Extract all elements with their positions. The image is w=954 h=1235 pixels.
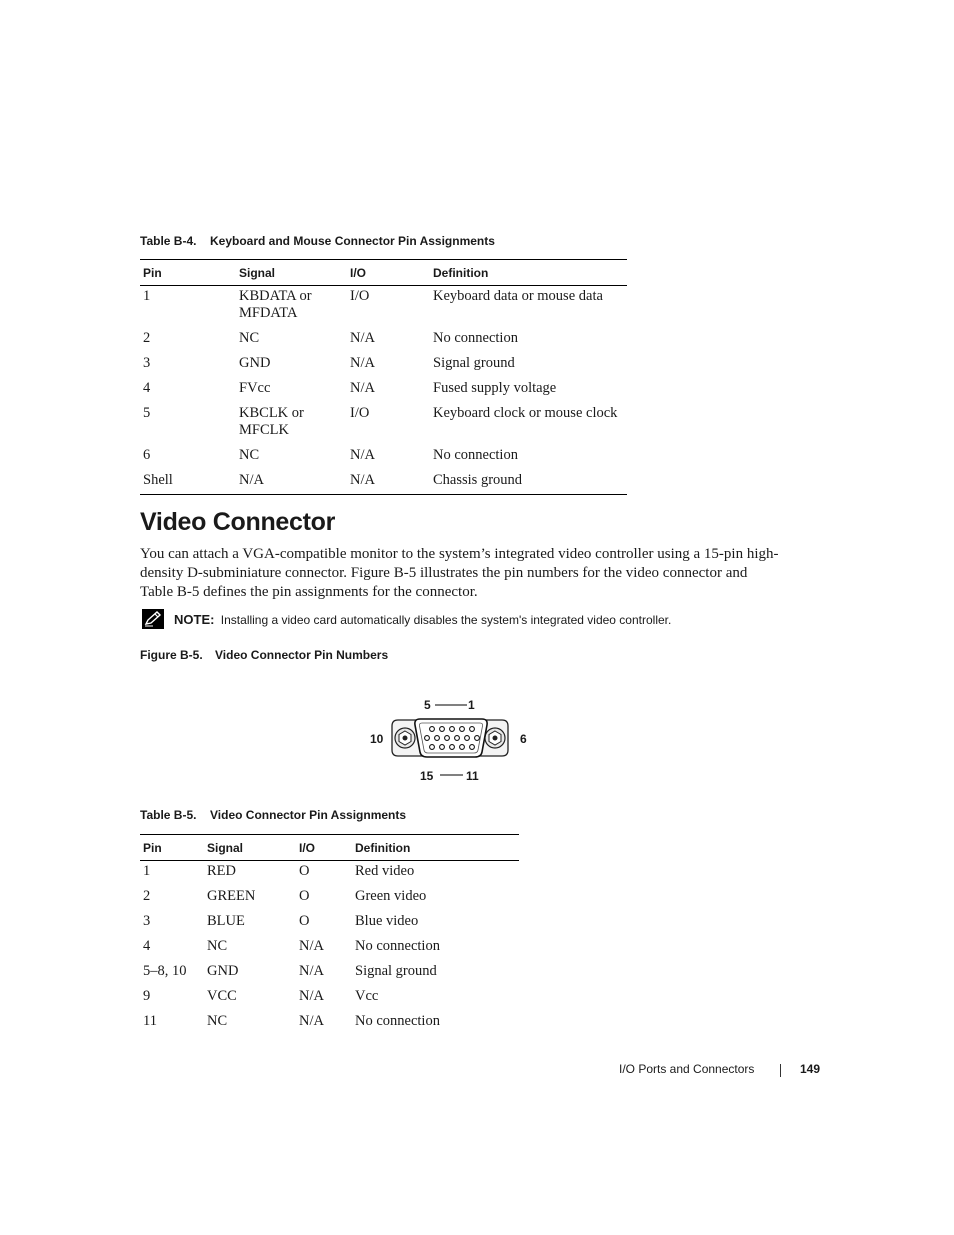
label-pin-6: 6 <box>520 732 527 746</box>
cell-signal: N/A <box>239 471 264 488</box>
note-label: NOTE: <box>174 612 215 627</box>
cell-io: N/A <box>299 937 324 954</box>
cell-pin: 9 <box>143 987 151 1004</box>
footer-divider <box>780 1064 781 1077</box>
footer-section-title: I/O Ports and Connectors <box>619 1062 755 1076</box>
table-row <box>140 328 627 353</box>
cell-definition: Fused supply voltage <box>433 379 557 396</box>
cell-signal: NC <box>207 937 228 954</box>
page-number: 149 <box>800 1062 821 1076</box>
column-header-pin: Pin <box>143 265 162 280</box>
cell-pin: 2 <box>143 329 151 346</box>
cell-definition: Signal ground <box>355 962 437 979</box>
cell-pin: 1 <box>143 288 151 304</box>
table-row <box>140 378 627 403</box>
note-text: Installing a video card automatically disables the system's integrated video controller. <box>220 613 672 627</box>
cell-definition: No connection <box>433 446 518 463</box>
table-header-row <box>140 260 627 286</box>
cell-io: I/O <box>350 404 370 421</box>
cell-definition: Vcc <box>355 987 379 1004</box>
note-callout <box>174 612 671 627</box>
table-row <box>140 1011 519 1036</box>
table-row <box>140 403 627 445</box>
label-pin-1: 1 <box>468 698 475 712</box>
cell-signal: NC <box>207 1012 228 1029</box>
cell-definition: Red video <box>355 863 415 879</box>
table-row <box>140 861 519 886</box>
table-row <box>140 986 519 1011</box>
table-b4-title: Keyboard and Mouse Connector Pin Assignments <box>210 234 495 248</box>
cell-io: N/A <box>350 471 375 488</box>
cell-io: I/O <box>350 288 370 304</box>
keyboard-mouse-pin-table <box>140 259 627 495</box>
label-pin-5: 5 <box>424 698 431 712</box>
cell-signal: KBDATA or MFDATA <box>239 288 312 321</box>
cell-definition: Green video <box>355 887 427 904</box>
table-row <box>140 286 627 328</box>
cell-pin: 6 <box>143 446 151 463</box>
table-row <box>140 886 519 911</box>
note-pencil-icon <box>142 609 164 629</box>
cell-io: O <box>299 912 310 929</box>
cell-definition: Keyboard clock or mouse clock <box>433 404 618 421</box>
cell-pin: 4 <box>143 937 151 954</box>
cell-signal: FVcc <box>239 379 271 396</box>
table-row <box>140 445 627 470</box>
table-row <box>140 470 627 495</box>
cell-io: N/A <box>350 329 375 346</box>
column-header-signal: Signal <box>207 840 244 855</box>
video-connector-pin-table <box>140 834 519 1036</box>
cell-pin: 5–8, 10 <box>143 962 187 979</box>
column-header-pin: Pin <box>143 840 162 855</box>
cell-signal: GND <box>239 354 271 371</box>
column-header-definition: Definition <box>355 840 411 855</box>
cell-pin: 2 <box>143 887 151 904</box>
table-row <box>140 961 519 986</box>
cell-signal: BLUE <box>207 912 245 929</box>
cell-signal: VCC <box>207 987 237 1004</box>
cell-io: N/A <box>350 354 375 371</box>
section-paragraph: You can attach a VGA-compatible monitor to the system’s integrated video controller using a 15-pin high-density D-subminiature connector. Figure B-5 illustrates the pin numbers for the video connector and Table B-5 defines the pin assignments for the connector. <box>140 546 779 600</box>
table-b4-number: Table B-4. <box>140 234 197 248</box>
section-heading: Video Connector <box>140 508 336 536</box>
cell-io: N/A <box>299 1012 324 1029</box>
cell-definition: Signal ground <box>433 354 515 371</box>
figure-b5-caption <box>140 648 388 662</box>
cell-io: N/A <box>299 987 324 1004</box>
table-row <box>140 353 627 378</box>
label-pin-10: 10 <box>370 732 384 746</box>
cell-definition: Chassis ground <box>433 471 523 488</box>
cell-signal: GND <box>207 962 239 979</box>
cell-io: O <box>299 863 310 879</box>
cell-pin: Shell <box>143 471 173 488</box>
cell-pin: 3 <box>143 354 151 371</box>
cell-signal: RED <box>207 863 236 879</box>
cell-definition: No connection <box>355 1012 440 1029</box>
cell-io: N/A <box>299 962 324 979</box>
cell-io: N/A <box>350 446 375 463</box>
cell-pin: 11 <box>143 1012 157 1029</box>
label-pin-15: 15 <box>420 769 434 783</box>
cell-signal: KBCLK or MFCLK <box>239 404 304 438</box>
cell-io: O <box>299 887 310 904</box>
table-row <box>140 936 519 961</box>
figure-b5-title: Video Connector Pin Numbers <box>215 648 389 662</box>
cell-signal: NC <box>239 329 260 346</box>
cell-pin: 1 <box>143 863 151 879</box>
table-b5-number: Table B-5. <box>140 808 197 822</box>
vga-connector-drawing <box>360 690 540 790</box>
cell-definition: No connection <box>355 937 440 954</box>
table-row <box>140 911 519 936</box>
table-b5-caption <box>140 808 406 822</box>
cell-pin: 3 <box>143 912 151 929</box>
vga-connector-figure <box>360 690 540 790</box>
cell-signal: NC <box>239 446 260 463</box>
column-header-io: I/O <box>299 840 316 855</box>
label-pin-11: 11 <box>466 769 479 783</box>
cell-signal: GREEN <box>207 887 256 904</box>
cell-definition: Blue video <box>355 912 419 929</box>
column-header-signal: Signal <box>239 265 276 280</box>
table-b4-caption <box>140 234 495 248</box>
cell-io: N/A <box>350 379 375 396</box>
cell-pin: 5 <box>143 404 151 421</box>
cell-definition: Keyboard data or mouse data <box>433 288 603 304</box>
table-b5-title: Video Connector Pin Assignments <box>210 808 407 822</box>
column-header-io: I/O <box>350 265 367 280</box>
cell-definition: No connection <box>433 329 518 346</box>
cell-pin: 4 <box>143 379 151 396</box>
table-header-row <box>140 835 519 861</box>
column-header-definition: Definition <box>433 265 489 280</box>
figure-b5-number: Figure B-5. <box>140 648 203 662</box>
